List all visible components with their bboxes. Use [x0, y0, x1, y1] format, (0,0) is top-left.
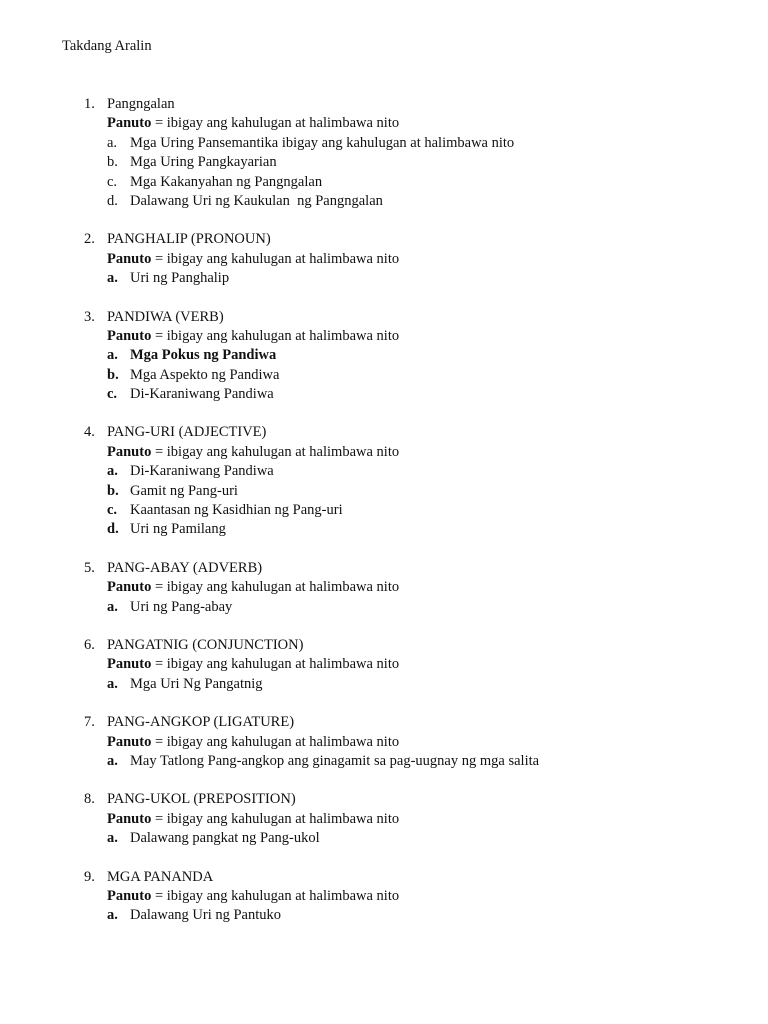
indent-spacer	[84, 482, 107, 501]
instruction-line	[84, 810, 744, 829]
indent-spacer	[84, 520, 107, 539]
instruction-label: Panuto	[107, 327, 152, 344]
sub-item	[84, 482, 744, 501]
instruction-line	[84, 578, 744, 597]
instruction-line	[84, 114, 744, 133]
indent-spacer	[84, 829, 107, 848]
sub-item-text: Dalawang Uri ng Pantuko	[130, 907, 282, 924]
list-section	[84, 423, 744, 539]
sub-item	[84, 153, 744, 172]
section-number: 5.	[84, 559, 95, 576]
indent-spacer	[84, 327, 107, 346]
instruction-label: Panuto	[107, 115, 152, 132]
sub-item-text: Mga Kakanyahan ng Pangngalan	[130, 173, 323, 190]
section-heading-text: PANGATNIG (CONJUNCTION)	[107, 636, 304, 653]
sub-item-letter: a.	[107, 907, 118, 924]
section-heading-text: PANDIWA (VERB)	[107, 308, 224, 325]
sub-item	[84, 366, 744, 385]
instruction-label: Panuto	[107, 443, 152, 460]
sub-item	[84, 501, 744, 520]
sub-item-letter: a.	[107, 270, 118, 287]
sub-item	[84, 346, 744, 365]
instruction-line	[84, 733, 744, 752]
instruction-label: Panuto	[107, 579, 152, 596]
instruction-text: = ibigay ang kahulugan at halimbawa nito	[151, 327, 400, 344]
list-section	[84, 636, 744, 694]
sub-item-letter: b.	[107, 366, 119, 383]
sub-item	[84, 173, 744, 192]
indent-spacer	[84, 598, 107, 617]
sub-item-text: Dalawang Uri ng Kaukulan ng Pangngalan	[130, 192, 383, 209]
indent-spacer	[84, 733, 107, 752]
sub-item-letter: a.	[107, 830, 118, 847]
indent-spacer	[84, 752, 107, 771]
sub-item-text: Mga Uring Pansemantika ibigay ang kahulugan at halimbawa nito	[130, 134, 515, 151]
list-section	[84, 308, 744, 405]
section-number: 1.	[84, 96, 95, 112]
sub-item-text: Di-Karaniwang Pandiwa	[130, 463, 274, 480]
sub-item	[84, 906, 744, 925]
section-heading	[84, 423, 744, 442]
instruction-text: = ibigay ang kahulugan at halimbawa nito	[151, 733, 400, 750]
indent-spacer	[84, 810, 107, 829]
sub-item	[84, 829, 744, 848]
list-section	[84, 230, 744, 288]
indent-spacer	[84, 250, 107, 269]
section-heading	[84, 713, 744, 732]
list-section	[84, 868, 744, 926]
sub-item-letter: a.	[107, 752, 118, 769]
section-heading	[84, 308, 744, 327]
instruction-label: Panuto	[107, 656, 152, 673]
sub-item-letter: a.	[107, 463, 118, 480]
list-section	[84, 559, 744, 617]
instruction-text: = ibigay ang kahulugan at halimbawa nito	[151, 887, 400, 904]
section-heading-text: PANG-ANGKOP (LIGATURE)	[107, 714, 295, 731]
sub-item-letter: a.	[107, 675, 118, 692]
indent-spacer	[84, 578, 107, 597]
section-heading	[84, 868, 744, 887]
instruction-text: = ibigay ang kahulugan at halimbawa nito	[151, 579, 400, 596]
section-number: 9.	[84, 868, 95, 885]
sub-item-text: Mga Uri Ng Pangatnig	[130, 675, 263, 692]
instruction-text: = ibigay ang kahulugan at halimbawa nito	[151, 443, 400, 460]
instruction-label: Panuto	[107, 733, 152, 750]
sub-item-letter: b.	[107, 154, 118, 171]
section-heading	[84, 790, 744, 809]
sub-item-text: Gamit ng Pang-uri	[130, 482, 238, 499]
sub-item-text: Dalawang pangkat ng Pang-ukol	[130, 830, 320, 847]
indent-spacer	[84, 385, 107, 404]
section-number: 4.	[84, 424, 95, 441]
list-section	[84, 95, 744, 211]
instruction-label: Panuto	[107, 810, 152, 827]
instruction-line	[84, 327, 744, 346]
indent-spacer	[84, 906, 107, 925]
section-heading-text: PANG-UKOL (PREPOSITION)	[107, 791, 296, 808]
section-number: 3.	[84, 308, 95, 325]
section-heading-text: Pangngalan	[107, 96, 175, 112]
sub-item	[84, 462, 744, 481]
numbered-list	[84, 95, 744, 945]
sub-item-letter: a.	[107, 134, 118, 151]
instruction-text: = ibigay ang kahulugan at halimbawa nito	[151, 115, 400, 132]
indent-spacer	[84, 462, 107, 481]
list-section	[84, 790, 744, 848]
indent-spacer	[84, 192, 107, 211]
instruction-text: = ibigay ang kahulugan at halimbawa nito	[151, 810, 400, 827]
sub-item	[84, 385, 744, 404]
instruction-label: Panuto	[107, 250, 152, 267]
sub-item-text: Mga Uring Pangkayarian	[130, 154, 277, 171]
section-number: 7.	[84, 714, 95, 731]
section-heading-text: PANG-ABAY (ADVERB)	[107, 559, 263, 576]
section-number: 6.	[84, 636, 95, 653]
sub-item-text: Uri ng Pamilang	[130, 521, 226, 538]
indent-spacer	[84, 501, 107, 520]
section-number: 2.	[84, 231, 95, 248]
sub-item-letter: c.	[107, 386, 118, 403]
indent-spacer	[84, 675, 107, 694]
sub-item	[84, 598, 744, 617]
sub-item-letter: a.	[107, 598, 118, 615]
section-heading-text: PANG-URI (ADJECTIVE)	[107, 424, 267, 441]
sub-item-letter: d.	[107, 192, 118, 209]
indent-spacer	[84, 269, 107, 288]
sub-item-text: Uri ng Panghalip	[130, 270, 230, 287]
sub-item-letter: c.	[107, 173, 118, 190]
sub-item-letter: d.	[107, 521, 119, 538]
indent-spacer	[84, 366, 107, 385]
indent-spacer	[84, 114, 107, 133]
indent-spacer	[84, 443, 107, 462]
sub-item-text: Mga Aspekto ng Pandiwa	[130, 366, 280, 383]
indent-spacer	[84, 655, 107, 674]
sub-item	[84, 752, 744, 771]
page-title: Takdang Aralin	[62, 38, 152, 54]
instruction-line	[84, 443, 744, 462]
sub-item-text: Mga Pokus ng Pandiwa	[130, 347, 277, 364]
indent-spacer	[84, 173, 107, 192]
list-section	[84, 713, 744, 771]
indent-spacer	[84, 153, 107, 172]
sub-item-text: May Tatlong Pang-angkop ang ginagamit sa pag-uugnay ng mga salita	[130, 752, 540, 769]
sub-item-text: Kaantasan ng Kasidhian ng Pang-uri	[130, 502, 343, 519]
section-heading	[84, 636, 744, 655]
sub-item-letter: a.	[107, 347, 118, 364]
indent-spacer	[84, 887, 107, 906]
sub-item-text: Uri ng Pang-abay	[130, 598, 233, 615]
instruction-line	[84, 250, 744, 269]
instruction-label: Panuto	[107, 887, 152, 904]
indent-spacer	[84, 134, 107, 153]
sub-item	[84, 134, 744, 153]
instruction-line	[84, 655, 744, 674]
sub-item-letter: c.	[107, 502, 118, 519]
sub-item	[84, 269, 744, 288]
sub-item	[84, 520, 744, 539]
sub-item	[84, 675, 744, 694]
indent-spacer	[84, 346, 107, 365]
instruction-text: = ibigay ang kahulugan at halimbawa nito	[151, 250, 400, 267]
section-number: 8.	[84, 791, 95, 808]
instruction-text: = ibigay ang kahulugan at halimbawa nito	[151, 656, 400, 673]
section-heading	[84, 559, 744, 578]
section-heading	[84, 95, 744, 114]
sub-item-letter: b.	[107, 482, 119, 499]
section-heading-text: PANGHALIP (PRONOUN)	[107, 231, 271, 248]
section-heading	[84, 230, 744, 249]
sub-item	[84, 192, 744, 211]
sub-item-text: Di-Karaniwang Pandiwa	[130, 386, 274, 403]
section-heading-text: MGA PANANDA	[107, 868, 214, 885]
instruction-line	[84, 887, 744, 906]
